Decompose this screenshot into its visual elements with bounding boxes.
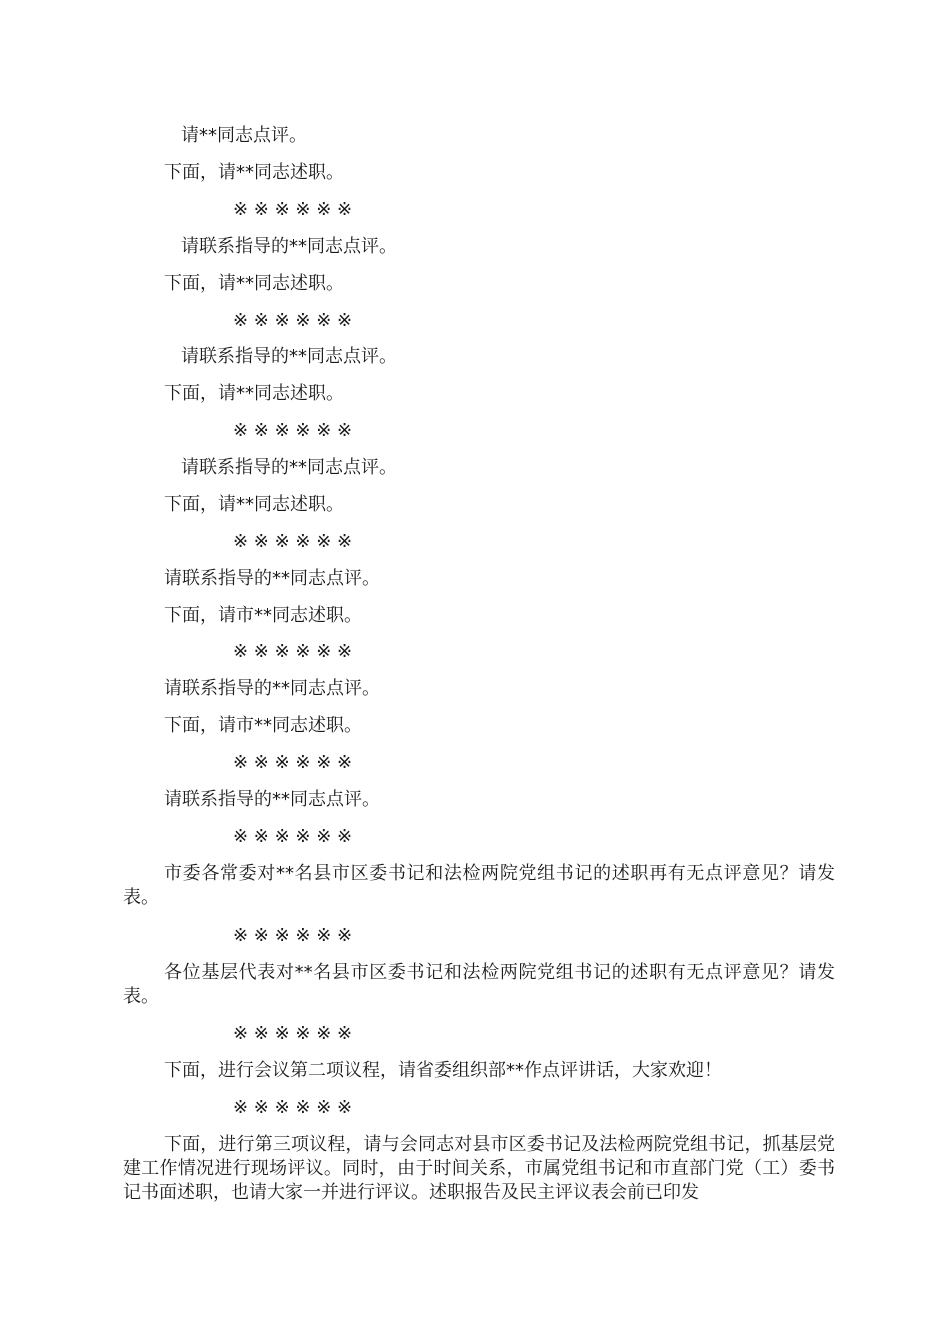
section-separator: ※ ※ ※ ※ ※ ※ (233, 641, 353, 662)
text-line: 请联系指导的**同志点评。 (164, 568, 380, 589)
text-line: 下面，请**同志述职。 (164, 494, 344, 515)
text-line: 请联系指导的**同志点评。 (164, 678, 380, 699)
text-line: 下面，进行会议第二项议程，请省委组织部**作点评讲话，大家欢迎！ (164, 1060, 722, 1081)
paragraph: 下面，进行第三项议程，请与会同志对县市区委书记及法检两院党组书记，抓基层党建工作情况进行现场评议。同时，由于时间关系，市属党组书记和市直部门党（工）委书记书面述职，也请大家一并进行评议。述职报告及民主评议表会前已印发 (123, 1134, 835, 1203)
text-line: 下面，请市**同志述职。 (164, 605, 362, 626)
section-separator: ※ ※ ※ ※ ※ ※ (233, 752, 353, 773)
text-line: 请联系指导的**同志点评。 (181, 346, 397, 367)
section-separator: ※ ※ ※ ※ ※ ※ (233, 925, 353, 946)
section-separator: ※ ※ ※ ※ ※ ※ (233, 531, 353, 552)
text-line: 下面，请**同志述职。 (164, 383, 344, 404)
paragraph: 市委各常委对**名县市区委书记和法检两院党组书记的述职再有无点评意见？请发表。 (123, 863, 835, 908)
text-line: 下面，请**同志述职。 (164, 162, 344, 183)
text-line: 下面，请**同志述职。 (164, 273, 344, 294)
section-separator: ※ ※ ※ ※ ※ ※ (233, 310, 353, 331)
section-separator: ※ ※ ※ ※ ※ ※ (233, 1097, 353, 1118)
text-line: 请联系指导的**同志点评。 (164, 789, 380, 810)
text-line: 请联系指导的**同志点评。 (181, 457, 397, 478)
paragraph: 各位基层代表对**名县市区委书记和法检两院党组书记的述职有无点评意见？请发表。 (123, 962, 835, 1007)
section-separator: ※ ※ ※ ※ ※ ※ (233, 1023, 353, 1044)
text-line: 请联系指导的**同志点评。 (181, 236, 397, 257)
section-separator: ※ ※ ※ ※ ※ ※ (233, 420, 353, 441)
text-line: 下面，请市**同志述职。 (164, 715, 362, 736)
section-separator: ※ ※ ※ ※ ※ ※ (233, 199, 353, 220)
section-separator: ※ ※ ※ ※ ※ ※ (233, 826, 353, 847)
text-line: 请**同志点评。 (181, 125, 307, 146)
